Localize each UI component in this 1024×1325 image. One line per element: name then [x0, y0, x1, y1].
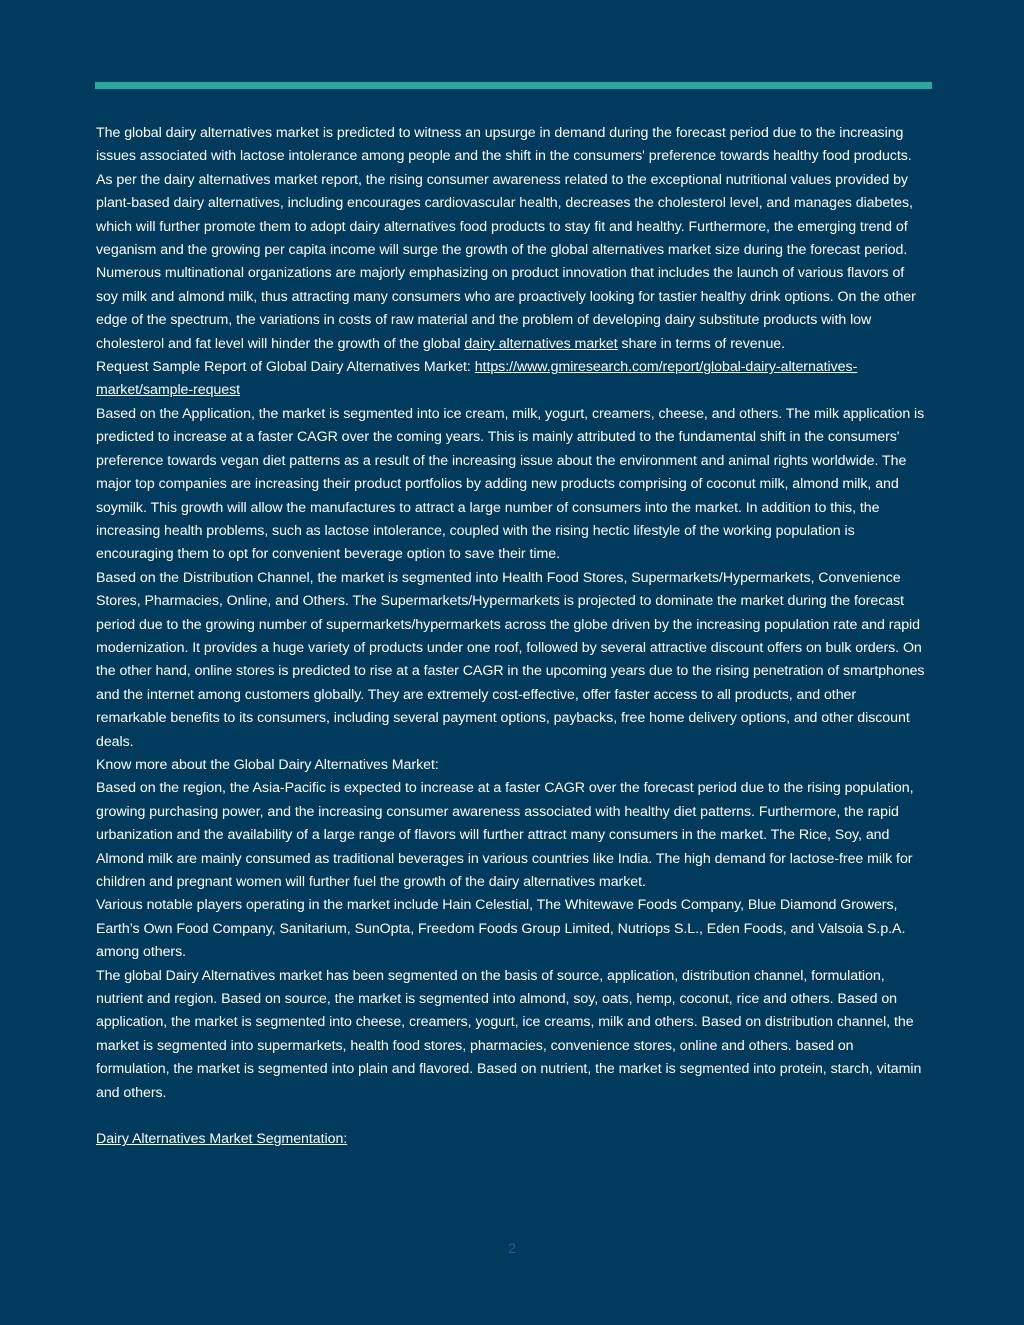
- players-paragraph: Various notable players operating in the market include Hain Celestial, The Whitewave Foods Company, Blue Diamond Growers, Earth’s Own Food Company, Sanitarium, SunOpta, Freedom Foods Group Limited, Nutriops S.L., Eden Foods, and Valsoia S.p.A. among others.: [96, 897, 906, 961]
- segmentation-heading-paragraph: [96, 1128, 926, 1151]
- know-more-line: Know more about the Global Dairy Alternatives Market:: [96, 756, 439, 773]
- application-paragraph: Based on the Application, the market is segmented into ice cream, milk, yogurt, creamers, cheese, and others. The milk application is predicted to increase at a faster CAGR over the coming years. This is mainly attributed to the fundamental shift in the consumers' preference towards vegan diet patterns as a result of the increasing issue about the environment and animal rights worldwide. The major top companies are increasing their product portfolios by adding new products comprising of coconut milk, almond milk, and soymilk. This growth will allow the manufactures to attract a large number of consumers into the market. In addition to this, the increasing health problems, such as lactose intolerance, coupled with the rising hectic lifestyle of the working population is encouraging them to opt for convenient beverage option to save their time.: [96, 405, 925, 563]
- spacer: [96, 1105, 926, 1128]
- request-sample-label: Request Sample Report of Global Dairy Alternatives Market:: [96, 359, 475, 376]
- page-number: 2: [508, 1240, 516, 1256]
- distribution-paragraph: Based on the Distribution Channel, the market is segmented into Health Food Stores, Supermarkets/Hypermarkets, Convenience Stores, Pharmacies, Online, and Others. The Supermarkets/Hypermarkets is projected to dominate the market during the forecast period due to the growing number of supermarkets/hypermarkets across the globe driven by the increasing population rate and rapid modernization. It provides a huge variety of products under one roof, followed by several attractive discount offers on bulk orders. On the other hand, online stores is predicted to rise at a faster CAGR in the upcoming years due to the rising penetration of smartphones and the internet among customers globally. They are extremely cost-effective, offer faster access to all products, and other remarkable benefits to its consumers, including several payment options, paybacks, free home delivery options, and other discount deals.: [96, 569, 925, 750]
- intro-paragraph: [96, 122, 926, 356]
- region-paragraph: Based on the region, the Asia-Pacific is expected to increase at a faster CAGR over the forecast period due to the rising population, growing purchasing power, and the increasing consumer awareness associated with healthy diet patterns. Furthermore, the rapid urbanization and the availability of a large range of flavors will further attract many consumers in the market. The Rice, Soy, and Almond milk are mainly consumed as traditional beverages in various countries like India. The high demand for lactose-free milk for children and pregnant women will further fuel the growth of the dairy alternatives market.: [96, 780, 914, 890]
- segmentation-paragraph: The global Dairy Alternatives market has been segmented on the basis of source, application, distribution channel, formulation, nutrient and region. Based on source, the market is segmented into almond, soy, oats, hemp, coconut, rice and others. Based on application, the market is segmented into cheese, creamers, yogurt, ice creams, milk and others. Based on distribution channel, the market is segmented into supermarkets, health food stores, pharmacies, convenience stores, online and others. based on formulation, the market is segmented into plain and flavored. Based on nutrient, the market is segmented into protein, starch, vitamin and others.: [96, 967, 922, 1101]
- sample-request-link[interactable]: https://www.gmiresearch.com/report/global-dairy-alternatives-market/sample-request: [96, 359, 858, 399]
- intro-text-1: The global dairy alternatives market is predicted to witness an upsurge in demand during the forecast period due to the increasing issues associated with lactose intolerance among people and the shift in the consumers' preference towards healthy food products. As per the dairy alternatives market report, the rising consumer awareness related to the exceptional nutritional values provided by plant-based dairy alternatives, including encourages cardiovascular health, decreases the cholesterol level, and manages diabetes, which will further promote them to adopt dairy alternatives food products to stay fit and healthy. Furthermore, the emerging trend of veganism and the growing per capita income will surge the growth of the global alternatives market size during the forecast period. Numerous multinational organizations are majorly emphasizing on product innovation that includes the launch of various flavors of soy milk and almond milk, thus attracting many consumers who are proactively looking for tastier healthy drink options. On the other edge of the spectrum, the variations in costs of raw material and the problem of developing dairy substitute products with low cholesterol and fat level will hinder the growth of the global: [96, 125, 916, 352]
- request-sample-paragraph: [96, 356, 926, 403]
- document-body: [96, 122, 926, 1152]
- intro-text-2: share in terms of revenue.: [617, 335, 786, 352]
- segmentation-heading-link[interactable]: Dairy Alternatives Market Segmentation:: [96, 1131, 348, 1148]
- dairy-alternatives-market-link[interactable]: dairy alternatives market: [464, 335, 618, 352]
- top-divider: [95, 82, 932, 89]
